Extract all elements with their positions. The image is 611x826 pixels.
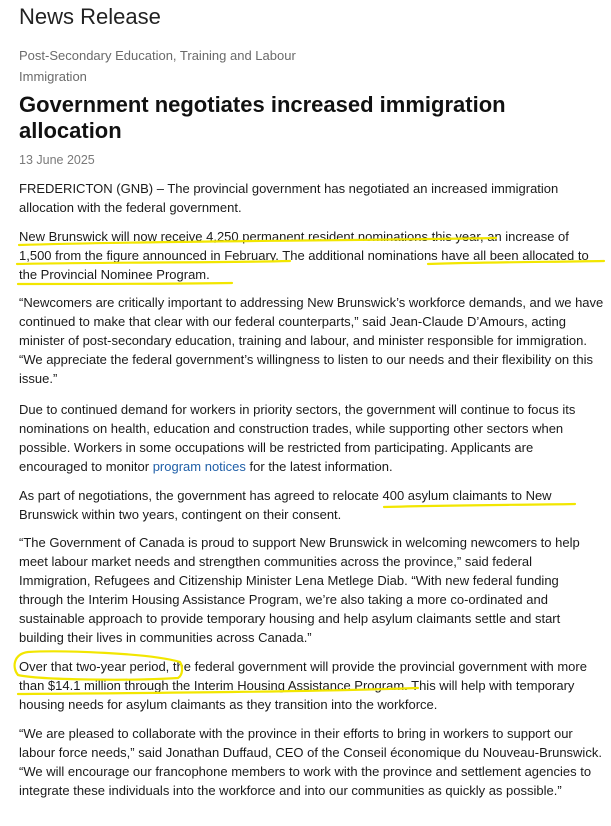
priority-sectors-text: Due to continued demand for workers in priority sectors, the government will continue to focus its nominations on health, education and construction trades, while supporting other sectors when possible. Workers in some occupations will be restricted from participating. Applicants are encouraged to monitor	[19, 402, 576, 474]
section-title: News Release	[19, 4, 161, 29]
category-label-education[interactable]: Post-Secondary Education, Training and Labour	[19, 48, 296, 63]
program-notices-link[interactable]: program notices	[152, 459, 246, 474]
paragraph-cenb-quote: “We are pleased to collaborate with the province in their efforts to bring in workers to support our labour force needs,” said Jonathan Duffaud, CEO of the Conseil économique du Nouveau-Brunswick. “We will encourage our francophone members to work with the province and settlement agencies to integrate these individuals into the workforce and into our communities as quickly as possible.”	[19, 726, 602, 798]
paragraph-federal-quote: “The Government of Canada is proud to support New Brunswick in welcoming newcomers to help meet labour market needs and strengthen communities across the province,” said federal Immigration, Refugees and Citizenship Minister Lena Metlege Diab. “With new federal funding through the Interim Housing Assistance Program, we’re also taking a more co-ordinated and sustainable approach to provide temporary housing and help asylum claimants settle and start building their lives in communities across Canada.”	[19, 535, 580, 645]
article-date: 13 June 2025	[19, 153, 95, 167]
paragraph-asylum-claimants: As part of negotiations, the government has agreed to relocate 400 asylum claimants to New Brunswick within two years, contingent on their consent.	[19, 488, 552, 522]
paragraph-funding: Over that two-year period, the federal government will provide the provincial government with more than $14.1 million through the Interim Housing Assistance Program. This will help with temporary housing needs for asylum claimants as they transition into the workforce.	[19, 659, 587, 712]
paragraph-priority-sectors	[19, 400, 604, 476]
article-headline: Government negotiates increased immigration allocation	[19, 92, 506, 143]
paragraph-intro: FREDERICTON (GNB) – The provincial government has negotiated an increased immigration allocation with the federal government.	[19, 181, 559, 215]
paragraph-minister-quote: “Newcomers are critically important to addressing New Brunswick’s workforce demands, and we have continued to make that clear with our federal counterparts,” said Jean-Claude D’Amours, acting minister of post-secondary education, training and labour, and minister responsible for immigration. “We appreciate the federal government’s willingness to listen to our needs and their flexibility on this issue.”	[19, 295, 604, 386]
priority-sectors-text-end: for the latest information.	[245, 459, 393, 474]
paragraph-nominations: New Brunswick will now receive 4,250 permanent resident nominations this year, an increase of 1,500 from the figure announced in February. The additional nominations have all been allocated to the Provincial Nominee Program.	[19, 229, 589, 282]
category-label-immigration[interactable]: Immigration	[19, 69, 87, 84]
